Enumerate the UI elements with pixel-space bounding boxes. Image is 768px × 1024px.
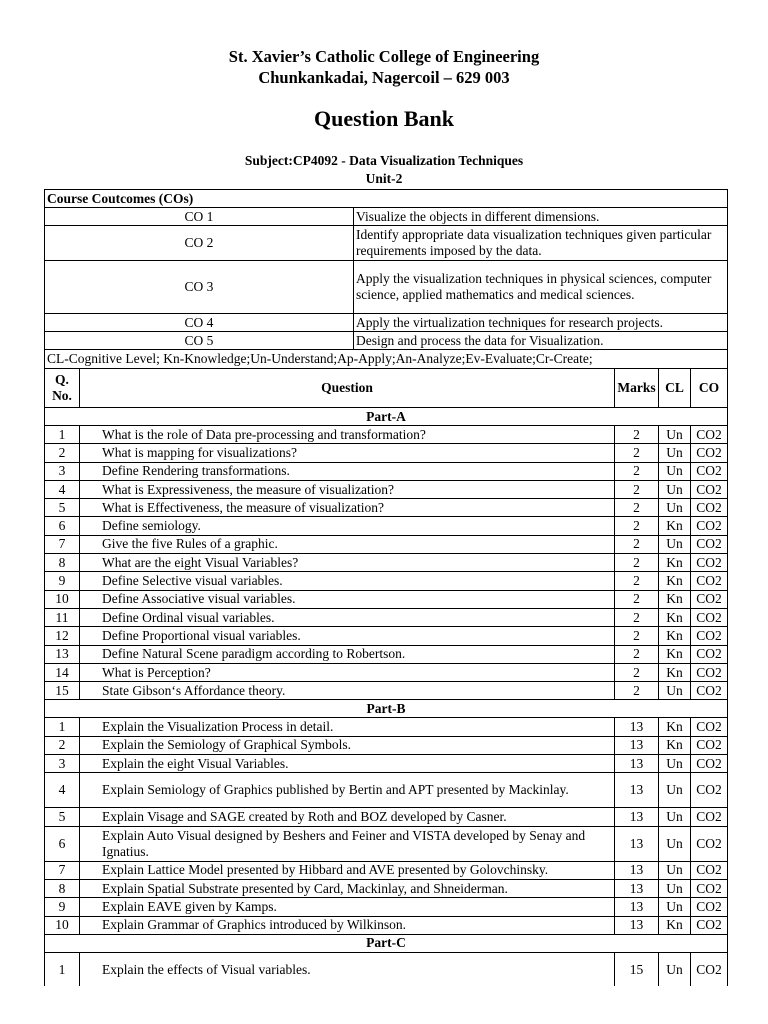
question-text: Explain the Semiology of Graphical Symbols. xyxy=(80,736,615,754)
question-co: CO2 xyxy=(691,879,728,897)
question-co: CO2 xyxy=(691,916,728,934)
question-row xyxy=(45,590,728,608)
question-marks: 2 xyxy=(615,608,659,626)
question-text: Explain the Visualization Process in detail. xyxy=(80,718,615,736)
question-cl: Un xyxy=(659,499,691,517)
question-row xyxy=(45,952,728,987)
question-cl: Kn xyxy=(659,554,691,572)
question-number: 14 xyxy=(45,663,80,681)
page-title: Question Bank xyxy=(314,106,454,131)
question-cl: Kn xyxy=(659,718,691,736)
question-cl: Un xyxy=(659,826,691,861)
question-cl: Kn xyxy=(659,590,691,608)
question-number: 2 xyxy=(45,736,80,754)
co-text: Apply the visualization techniques in physical sciences, computer science, applied mathematics and medical sciences. xyxy=(354,261,728,314)
question-number: 4 xyxy=(45,773,80,808)
question-marks: 13 xyxy=(615,755,659,773)
header-co: CO xyxy=(691,369,728,408)
question-text: What is mapping for visualizations? xyxy=(80,444,615,462)
cognitive-level-legend: CL-Cognitive Level; Kn-Knowledge;Un-Understand;Ap-Apply;An-Analyze;Ev-Evaluate;Cr-Create; xyxy=(45,350,728,368)
question-marks: 2 xyxy=(615,535,659,553)
question-text: Give the five Rules of a graphic. xyxy=(80,535,615,553)
question-table xyxy=(44,368,728,1006)
question-marks: 13 xyxy=(615,826,659,861)
question-row xyxy=(45,826,728,861)
question-cl: Un xyxy=(659,861,691,879)
question-text: Define Proportional visual variables. xyxy=(80,627,615,645)
question-text: What is Perception? xyxy=(80,663,615,681)
question-marks: 15 xyxy=(615,952,659,987)
question-marks: 2 xyxy=(615,590,659,608)
question-co: CO2 xyxy=(691,426,728,444)
question-row xyxy=(45,916,728,934)
question-co: CO2 xyxy=(691,808,728,826)
question-co: CO2 xyxy=(691,627,728,645)
question-row xyxy=(45,627,728,645)
college-header xyxy=(0,46,768,88)
question-cl: Kn xyxy=(659,645,691,663)
question-text: Define Natural Scene paradigm according to Robertson. xyxy=(80,645,615,663)
question-number: 1 xyxy=(45,952,80,987)
question-text: Define Rendering transformations. xyxy=(80,462,615,480)
question-number: 12 xyxy=(45,627,80,645)
co-text: Identify appropriate data visualization techniques given particular requirements imposed by the data. xyxy=(354,226,728,261)
question-marks: 13 xyxy=(615,736,659,754)
question-co: CO2 xyxy=(691,861,728,879)
question-co: CO2 xyxy=(691,952,728,987)
question-co: CO2 xyxy=(691,682,728,700)
question-co: CO2 xyxy=(691,826,728,861)
question-marks: 2 xyxy=(615,426,659,444)
question-row xyxy=(45,572,728,590)
question-row xyxy=(45,773,728,808)
question-number: 5 xyxy=(45,808,80,826)
question-marks: 2 xyxy=(615,462,659,480)
question-cl: Un xyxy=(659,426,691,444)
part-c-title: Part-C xyxy=(45,934,728,952)
question-number: 11 xyxy=(45,608,80,626)
question-cl: Kn xyxy=(659,627,691,645)
question-cl: Kn xyxy=(659,608,691,626)
question-cl: Un xyxy=(659,682,691,700)
question-row xyxy=(45,480,728,498)
header-marks: Marks xyxy=(615,369,659,408)
question-cl: Un xyxy=(659,755,691,773)
question-number: 3 xyxy=(45,462,80,480)
subject-line: Subject:CP4092 - Data Visualization Techniques xyxy=(244,153,524,168)
question-text: What is Expressiveness, the measure of visualization? xyxy=(80,480,615,498)
question-number: 6 xyxy=(45,517,80,535)
co-code: CO 5 xyxy=(45,332,354,350)
question-number: 4 xyxy=(45,480,80,498)
header-cl: CL xyxy=(659,369,691,408)
co-code: CO 1 xyxy=(45,208,354,226)
question-cl: Un xyxy=(659,879,691,897)
question-cl: Un xyxy=(659,773,691,808)
question-row xyxy=(45,808,728,826)
question-co: CO2 xyxy=(691,554,728,572)
question-number: 2 xyxy=(45,444,80,462)
question-cl: Kn xyxy=(659,572,691,590)
question-marks: 2 xyxy=(615,682,659,700)
question-co: CO2 xyxy=(691,572,728,590)
question-row xyxy=(45,462,728,480)
question-co: CO2 xyxy=(691,645,728,663)
question-marks: 13 xyxy=(615,898,659,916)
question-cl: Un xyxy=(659,444,691,462)
question-row xyxy=(45,554,728,572)
question-marks: 13 xyxy=(615,861,659,879)
question-marks: 2 xyxy=(615,645,659,663)
question-number: 7 xyxy=(45,535,80,553)
question-row xyxy=(45,682,728,700)
co-code: CO 3 xyxy=(45,261,354,314)
question-row xyxy=(45,861,728,879)
question-marks: 2 xyxy=(615,554,659,572)
question-text: Explain Spatial Substrate presented by Card, Mackinlay, and Shneiderman. xyxy=(80,879,615,897)
question-row xyxy=(45,898,728,916)
question-marks: 13 xyxy=(615,879,659,897)
co-text: Apply the virtualization techniques for research projects. xyxy=(354,314,728,332)
question-number: 5 xyxy=(45,499,80,517)
question-marks: 13 xyxy=(615,916,659,934)
part-a-rows xyxy=(45,426,728,700)
question-co: CO2 xyxy=(691,444,728,462)
question-cl: Un xyxy=(659,535,691,553)
question-row xyxy=(45,718,728,736)
question-row xyxy=(45,663,728,681)
question-number: 13 xyxy=(45,645,80,663)
question-co: CO2 xyxy=(691,608,728,626)
unit-line: Unit-2 xyxy=(365,171,403,186)
question-row xyxy=(45,517,728,535)
question-number: 1 xyxy=(45,426,80,444)
question-number: 6 xyxy=(45,826,80,861)
question-marks: 2 xyxy=(615,517,659,535)
question-number: 9 xyxy=(45,572,80,590)
question-text: What are the eight Visual Variables? xyxy=(80,554,615,572)
question-text: Explain Grammar of Graphics introduced by Wilkinson. xyxy=(80,916,615,934)
question-cl: Un xyxy=(659,898,691,916)
question-text: What is Effectiveness, the measure of visualization? xyxy=(80,499,615,517)
question-text: Explain Auto Visual designed by Beshers and Feiner and VISTA developed by Senay and Ignatius. xyxy=(80,826,615,861)
co-code: CO 4 xyxy=(45,314,354,332)
question-cl: Un xyxy=(659,808,691,826)
question-co: CO2 xyxy=(691,663,728,681)
question-text: Explain Lattice Model presented by Hibbard and AVE presented by Golovchinsky. xyxy=(80,861,615,879)
question-row xyxy=(45,608,728,626)
question-marks: 2 xyxy=(615,480,659,498)
question-marks: 13 xyxy=(615,773,659,808)
question-number: 10 xyxy=(45,916,80,934)
part-b-title: Part-B xyxy=(45,700,728,718)
question-text: Define Selective visual variables. xyxy=(80,572,615,590)
part-a-title: Part-A xyxy=(45,408,728,426)
question-text: Explain Visage and SAGE created by Roth and BOZ developed by Casner. xyxy=(80,808,615,826)
question-marks: 13 xyxy=(615,718,659,736)
co-text: Visualize the objects in different dimensions. xyxy=(354,208,728,226)
question-marks: 2 xyxy=(615,627,659,645)
question-number: 15 xyxy=(45,682,80,700)
question-row xyxy=(45,426,728,444)
question-row xyxy=(45,736,728,754)
question-co: CO2 xyxy=(691,590,728,608)
question-co: CO2 xyxy=(691,517,728,535)
question-cl: Kn xyxy=(659,736,691,754)
question-marks: 2 xyxy=(615,663,659,681)
subject-header xyxy=(0,152,768,188)
question-row xyxy=(45,755,728,773)
course-outcomes-table xyxy=(44,189,728,368)
co-heading: Course Coutcomes (COs) xyxy=(45,190,728,208)
question-co: CO2 xyxy=(691,535,728,553)
header-qno: Q. No. xyxy=(45,369,80,408)
co-code: CO 2 xyxy=(45,226,354,261)
question-text: Explain the eight Visual Variables. xyxy=(80,755,615,773)
question-text: Define Ordinal visual variables. xyxy=(80,608,615,626)
question-marks: 13 xyxy=(615,808,659,826)
page-cutoff xyxy=(0,986,768,1024)
question-number: 1 xyxy=(45,718,80,736)
question-co: CO2 xyxy=(691,736,728,754)
question-text: Define semiology. xyxy=(80,517,615,535)
question-co: CO2 xyxy=(691,718,728,736)
question-marks: 2 xyxy=(615,499,659,517)
question-number: 10 xyxy=(45,590,80,608)
question-text: What is the role of Data pre-processing and transformation? xyxy=(80,426,615,444)
question-text: Explain Semiology of Graphics published by Bertin and APT presented by Mackinlay. xyxy=(80,773,615,808)
question-row xyxy=(45,879,728,897)
question-number: 7 xyxy=(45,861,80,879)
question-row xyxy=(45,535,728,553)
question-co: CO2 xyxy=(691,755,728,773)
college-name: St. Xavier’s Catholic College of Engineering xyxy=(228,47,540,66)
question-row xyxy=(45,444,728,462)
question-number: 3 xyxy=(45,755,80,773)
question-number: 8 xyxy=(45,554,80,572)
question-cl: Un xyxy=(659,480,691,498)
question-co: CO2 xyxy=(691,462,728,480)
college-address: Chunkankadai, Nagercoil – 629 003 xyxy=(258,68,510,87)
part-b-rows xyxy=(45,718,728,934)
question-text: Explain EAVE given by Kamps. xyxy=(80,898,615,916)
question-cl: Un xyxy=(659,462,691,480)
question-co: CO2 xyxy=(691,480,728,498)
question-row xyxy=(45,645,728,663)
question-row xyxy=(45,499,728,517)
question-cl: Un xyxy=(659,952,691,987)
question-number: 9 xyxy=(45,898,80,916)
question-cl: Kn xyxy=(659,663,691,681)
question-co: CO2 xyxy=(691,773,728,808)
question-marks: 2 xyxy=(615,444,659,462)
question-marks: 2 xyxy=(615,572,659,590)
question-cl: Kn xyxy=(659,916,691,934)
question-number: 8 xyxy=(45,879,80,897)
question-cl: Kn xyxy=(659,517,691,535)
question-co: CO2 xyxy=(691,499,728,517)
question-text: Explain the effects of Visual variables. xyxy=(80,952,615,987)
question-text: Define Associative visual variables. xyxy=(80,590,615,608)
header-question: Question xyxy=(80,369,615,408)
question-text: State Gibson‘s Affordance theory. xyxy=(80,682,615,700)
co-text: Design and process the data for Visualization. xyxy=(354,332,728,350)
question-co: CO2 xyxy=(691,898,728,916)
